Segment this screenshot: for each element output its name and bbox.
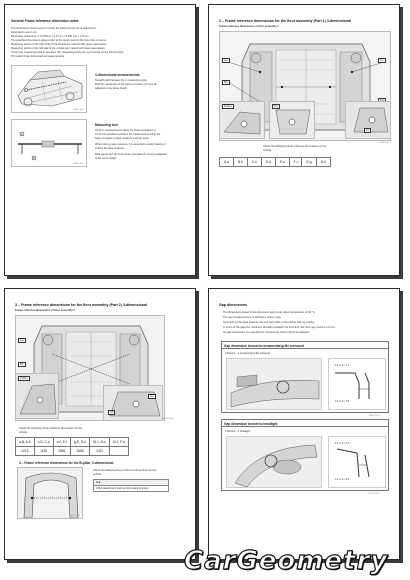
body-line: beam compass, a tape measure must be used. — [95, 137, 150, 140]
page-title: 2 – Frame reference dimensions for the floor assembly (Part 1) 3-dimensional — [219, 19, 352, 23]
figure-number: BMF13-0006 — [369, 415, 380, 417]
figure-number: BMF13-0007 — [369, 493, 380, 495]
gap-value: 4.0 +1.0 / -1.0 — [335, 443, 350, 445]
body-line: vehicle: — [93, 473, 102, 476]
body-line: Check the following frame reference dimensions on the — [93, 469, 157, 472]
table-cell: E-e — [276, 158, 290, 167]
figure-number: BMF13-0004 — [163, 418, 174, 420]
callout-label: B,b — [224, 81, 228, 84]
beam-compass-illustration — [12, 120, 87, 167]
body-line: Both gauge tips (2) of the beam compass (1) must be adjusted — [95, 153, 167, 156]
intro-line: The dimensions shown serve to check the body and the car of attachment. — [11, 27, 97, 30]
figure-number: BMF13-0002 — [73, 163, 84, 165]
intro-line: Measuring points on the right side of the vehicle are marked with upper-case letters. — [11, 43, 108, 46]
detail-inset-left — [219, 101, 265, 139]
page-title: Gap dimensions — [219, 303, 247, 307]
table-cell: 1421 — [90, 447, 110, 456]
gap-value: 0.5 +1.0 / -0.5 — [335, 479, 350, 481]
beam-compass-figure — [11, 119, 87, 167]
callout-label: D,d,E,e — [20, 377, 28, 380]
figure-number: BMF13-0001 — [73, 109, 84, 111]
table-cell: D-d — [261, 158, 275, 167]
table-row — [220, 158, 331, 167]
body-line: The dimensions stated in this document apply at an object temperature of 20 °C. — [223, 311, 316, 314]
headlight-gap-illustration — [227, 437, 322, 488]
gap-value: 0.5 +1.0 / -0.5 — [335, 401, 350, 403]
table-header: M-1, N-n — [90, 438, 110, 447]
gap-box-title: Gap dimension bonnet to headlight — [222, 420, 388, 427]
intro-line: The select three 3-dimensional measurements — [11, 55, 65, 58]
gap-box-item: 1 Bonnet - 2 ornamental grille surround — [225, 352, 270, 355]
dimension-table — [219, 157, 331, 167]
callout-label: C,c — [380, 59, 384, 62]
table-cell: 1342 (attachment point on the retaining strap) — [94, 486, 169, 492]
detail-inset-right — [345, 101, 391, 139]
car-body-measurement-figure — [11, 65, 87, 113]
table-cell: G-g — [302, 158, 317, 167]
callout-label: A,a — [224, 59, 228, 62]
body-line: In terms of the gaps the maximum deviation between the front and rear door gap must be 1.0 mm. — [223, 326, 336, 329]
grille-gap-figure — [226, 358, 322, 410]
intro-line: Measuring points on the left side of the vehicle are marked with lower-case letters. — [11, 47, 106, 50]
svg-text:2: 2 — [33, 157, 35, 161]
figure-caption: Frame reference dimensions of floor assembly 2 — [15, 309, 75, 312]
gap-box-grille — [221, 341, 389, 413]
body-line: striking the tape measure. — [95, 147, 125, 150]
gap-box-title: Gap dimension bonnet to ornamental grille surround — [222, 342, 388, 349]
body-line: vehicle: — [19, 431, 28, 434]
grille-gap-illustration — [227, 359, 322, 410]
grille-gap-section — [328, 358, 386, 410]
intro-line: Dimensions are in mm. — [11, 31, 38, 34]
body-line: The gap of adjustment is to achieve a uniform gap. — [223, 316, 282, 319]
detail-inset-mid — [269, 101, 315, 139]
gap-box-headlight — [221, 419, 389, 491]
section-title-b-pillar: 4 – Frame reference dimensions for the B-pillar, 3-dimensional — [19, 461, 114, 465]
callout-label: F,f — [366, 129, 369, 132]
table-header: g-E, G-e — [70, 438, 89, 447]
cargeometry-logo: CarGeometry — [184, 546, 389, 576]
callout-label: A,a — [20, 339, 24, 342]
body-line: Check the following frame reference dimensions on the — [263, 145, 327, 148]
table-header: N-1, F-b — [110, 438, 129, 447]
intro-line: The specified dimensions always refer to the centre point of the bore hole or screw. — [11, 39, 107, 42]
callout-label: B,b — [20, 363, 24, 366]
body-line: to the same height. — [95, 157, 118, 160]
body-line: If it is not possible to perform the measurement using the — [95, 133, 161, 136]
table-row — [16, 447, 129, 456]
b-pillar-illustration — [18, 468, 83, 519]
body-line: Both the gauge tips of the beam compass (1) must be — [95, 83, 157, 86]
table-cell: 1666 — [70, 447, 89, 456]
body-line: vehicle: — [263, 149, 272, 152]
body-line: Straight path between the 2 measuring points — [95, 79, 148, 82]
table-cell — [110, 447, 129, 456]
b-pillar-table — [93, 479, 169, 492]
detail-inset-left — [15, 373, 59, 419]
detail-illustration — [346, 102, 391, 139]
figure-number: BMF13-0003 — [379, 142, 390, 144]
body-line: When using a tape measure, it is essential to avoid making or — [95, 143, 166, 146]
body-line: No gap dimensions are specified for components which cannot be adjusted. — [223, 331, 310, 334]
section-title-3d: 3-dimensional measurements — [95, 73, 140, 77]
table-cell: C-c — [247, 158, 261, 167]
callout-label: K,k — [110, 411, 114, 414]
body-line: adjusted to the same height — [95, 87, 127, 90]
manual-page-3 — [4, 288, 196, 560]
svg-text:1: 1 — [21, 133, 23, 137]
table-cell: A-a — [220, 158, 234, 167]
callout-label: H,h — [274, 105, 278, 108]
body-line: Check the following frame reference dimensions on the — [19, 427, 83, 430]
callout-label: D,d,E,e — [224, 105, 232, 108]
callout-label: N,n — [150, 395, 154, 398]
table-cell: H-h — [316, 158, 330, 167]
intro-line: If only one measuring point is specified, the measuring points are symmetrical on the left and right. — [11, 51, 124, 54]
car-body-illustration — [12, 66, 87, 113]
section-title-measuring-tool: Measuring tool — [95, 123, 118, 127]
svg-text:1: 1 — [25, 90, 27, 93]
headlight-gap-section — [328, 436, 386, 488]
table-header: A-a — [94, 480, 169, 486]
detail-inset-right — [103, 385, 163, 421]
table-row — [16, 438, 129, 447]
page-title: General Frame tolerance dimension notes — [11, 19, 79, 23]
table-cell: 1213 — [16, 447, 35, 456]
table-cell: F-f — [290, 158, 302, 167]
table-cell: B-b — [233, 158, 247, 167]
figure-caption: Frame reference dimensions of floor assembly 1 — [219, 25, 279, 28]
table-header: c-D, C-d — [34, 438, 53, 447]
table-row — [94, 486, 169, 492]
dimension-table — [15, 437, 129, 456]
detail-illustration — [104, 386, 163, 421]
table-cell: 2852 — [53, 447, 70, 456]
gap-value: 4.0 +1.0 / -1.0 — [335, 365, 350, 367]
table-header: a-B, A-b — [16, 438, 35, 447]
body-line: Perform measurements using the beam compass (1). — [95, 129, 157, 132]
page-title: 3 – Frame reference dimensions for the floor assembly (Part 2) 3-dimensional — [15, 303, 148, 307]
headlight-gap-figure — [226, 436, 322, 488]
body-line: Symmetry of the gaps between left and right sides of the vehicle has top priority. — [223, 321, 315, 324]
manual-page-2 — [208, 4, 400, 276]
table-cell: 1192 — [34, 447, 53, 456]
manual-page-1 — [4, 4, 196, 276]
manual-page-4 — [208, 288, 400, 560]
gap-box-item: 1 Bonnet - 2 headlight — [225, 430, 251, 433]
figure-number: BMF13-0005 — [69, 515, 80, 517]
table-header: e-F, E-f — [53, 438, 70, 447]
b-pillar-figure — [17, 467, 83, 519]
intro-line: Dimension tolerances: ±. # 600mm = 1.5 mm > # 600 mm = 2.5 mm — [11, 35, 89, 38]
